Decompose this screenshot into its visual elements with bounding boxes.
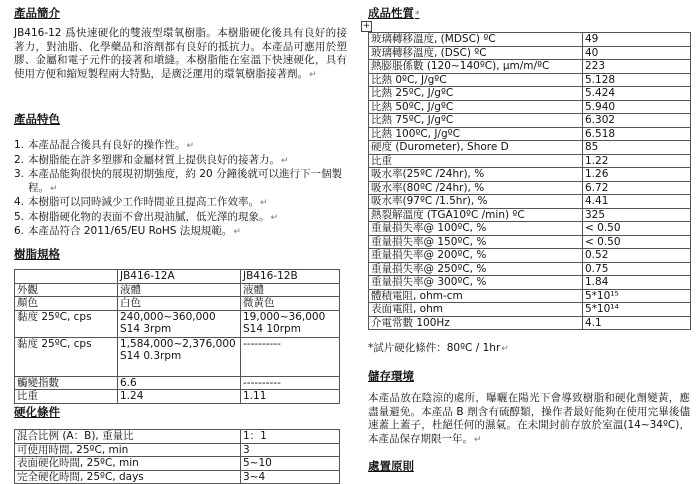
- property-name: 比重: [369, 154, 583, 168]
- table-row: 完全硬化時間, 25ºC, days 3~4: [15, 470, 340, 484]
- table-row: [369, 303, 691, 317]
- property-value: 5*10¹⁴: [583, 303, 691, 317]
- props-note: *試片硬化條件：80ºC / 1hr↵: [368, 342, 509, 354]
- table-row: 表面硬化時間, 25ºC, min 5~10: [15, 457, 340, 471]
- table-row: [369, 100, 691, 114]
- table-row: 黏度 25ºC, cps 240,000~360,000 S14 3rpm 19,000~36,000 S14 10rpm: [15, 310, 340, 337]
- cure-table: [14, 429, 340, 484]
- handling-heading: 處置原則: [368, 459, 414, 473]
- property-value: 0.52: [583, 249, 691, 263]
- table-move-handle-icon[interactable]: +: [362, 21, 371, 31]
- features-heading: 產品特色: [14, 112, 60, 126]
- feature-item: 1. 本產品混合後具有良好的操作性。↵: [14, 139, 195, 151]
- property-name: 比熱 100ºC, J/gºC: [369, 127, 583, 141]
- intro-text: JB416-12 爲快速硬化的雙液型環氧樹脂。本樹脂硬化後具有良好的接著力，對油脂、化學藥品和溶劑都有良好的抵抗力。本產品可應用於塑膠、金屬和電子元件的接著和塡縫。本樹脂能在室溫下快速硬化，具有使用方便和縮短製程兩大特點，是廣泛運用的環氧樹脂接著劑。: [14, 27, 347, 80]
- property-name: 吸水率(25ºC /24hr), %: [369, 168, 583, 182]
- property-value: 5.128: [583, 73, 691, 87]
- table-row: [369, 46, 691, 60]
- storage-paragraph: 本產品放在陰涼的處所，曝曬在陽光下會導致樹脂和硬化劑變黃，應盡量避免。本產品 B 劑含有硫醇類，操作者最好能夠在使用完畢後儘速蓋上蓋子，杜絕任何的濕氣。在未開封前存放於室溫(14~34ºC)，本產品保存期限一年。↵: [368, 392, 690, 445]
- table-row: [369, 73, 691, 87]
- property-name: 玻璃轉移溫度, (MDSC) ºC: [369, 33, 583, 47]
- property-value: 49: [583, 33, 691, 47]
- table-row: 黏度 25ºC, cps 1,584,000~2,376,000 S14 0.3rpm ----------: [15, 337, 340, 376]
- table-row: JB416-12A JB416-12B: [15, 270, 340, 284]
- property-name: 比熱 75ºC, J/gºC: [369, 114, 583, 128]
- property-name: 吸水率(97ºC /1.5hr), %: [369, 195, 583, 209]
- property-value: < 0.50: [583, 235, 691, 249]
- property-value: 1.22: [583, 154, 691, 168]
- cure-heading: 硬化條件: [14, 405, 60, 419]
- paragraph-mark-icon: ↵: [309, 69, 317, 80]
- table-row: [369, 154, 691, 168]
- table-row: [369, 33, 691, 47]
- table-row: [369, 195, 691, 209]
- property-name: 重量損失率@ 200ºC, %: [369, 249, 583, 263]
- property-name: 熱裂解溫度 (TGA10ºC /min) ºC: [369, 208, 583, 222]
- property-value: 4.41: [583, 195, 691, 209]
- intro-paragraph: [14, 27, 347, 82]
- table-row: [369, 127, 691, 141]
- table-row: [369, 276, 691, 290]
- property-value: 1.84: [583, 276, 691, 290]
- property-name: 熱膨脹係數 (120~140ºC), μm/m/ºC: [369, 60, 583, 74]
- property-name: 硬度 (Durometer), Shore D: [369, 141, 583, 155]
- property-value: 1.26: [583, 168, 691, 182]
- storage-heading: 儲存環境: [368, 369, 414, 383]
- table-row: 外觀 液體 液體: [15, 283, 340, 297]
- property-name: 重量損失率@ 250ºC, %: [369, 262, 583, 276]
- property-value: 85: [583, 141, 691, 155]
- property-name: 重量損失率@ 300ºC, %: [369, 276, 583, 290]
- intro-heading: 產品簡介: [14, 6, 60, 20]
- property-value: 6.72: [583, 181, 691, 195]
- property-name: 表面電阻, ohm: [369, 303, 583, 317]
- spec-table: [14, 269, 340, 404]
- spec-heading: 樹脂規格: [14, 247, 60, 261]
- props-heading: 成品性質*: [368, 6, 420, 20]
- property-name: 介電常數 100Hz: [369, 316, 583, 330]
- table-row: 觸變指數 6.6 ----------: [15, 376, 340, 390]
- property-value: 5.424: [583, 87, 691, 101]
- table-row: [369, 141, 691, 155]
- property-value: 0.75: [583, 262, 691, 276]
- table-row: [369, 289, 691, 303]
- table-row: [369, 114, 691, 128]
- property-value: 5*10¹⁵: [583, 289, 691, 303]
- table-row: 比重 1.24 1.11: [15, 390, 340, 404]
- property-value: < 0.50: [583, 222, 691, 236]
- property-value: 5.940: [583, 100, 691, 114]
- table-row: [369, 249, 691, 263]
- table-row: 顏色 白色 微黃色: [15, 297, 340, 311]
- property-name: 比熱 25ºC, J/gºC: [369, 87, 583, 101]
- table-row: 可使用時間, 25ºC, min 3: [15, 443, 340, 457]
- property-name: 重量損失率@ 100ºC, %: [369, 222, 583, 236]
- feature-item: 5. 本樹脂硬化物的表面不會出現油膩，低光澤的現象。↵: [14, 210, 279, 223]
- property-name: 重量損失率@ 150ºC, %: [369, 235, 583, 249]
- property-value: 40: [583, 46, 691, 60]
- property-value: 223: [583, 60, 691, 74]
- table-row: [369, 60, 691, 74]
- property-name: 比熱 0ºC, J/gºC: [369, 73, 583, 87]
- props-table: [368, 32, 691, 330]
- feature-item: 2. 本樹脂能在許多塑膠和金屬材質上提供良好的接著力。↵: [14, 153, 289, 166]
- table-row: [369, 168, 691, 182]
- features-list: [14, 139, 347, 240]
- property-value: 4.1: [583, 316, 691, 330]
- table-row: [369, 235, 691, 249]
- feature-item: 4. 本樹脂可以同時減少工作時間並且提高工作效率。↵: [14, 196, 268, 208]
- property-name: 玻璃轉移溫度, (DSC) ºC: [369, 46, 583, 60]
- table-row: [369, 262, 691, 276]
- property-name: 吸水率(80ºC /24hr), %: [369, 181, 583, 195]
- property-name: 比熱 50ºC, J/gºC: [369, 100, 583, 114]
- property-value: 6.518: [583, 127, 691, 141]
- table-row: 混合比例 (A：B), 重量比 1：1: [15, 430, 340, 444]
- feature-item: 3. 本產品能夠很快的展現初期強度，約 20 分鐘後就可以進行下一個製程。↵: [14, 168, 343, 194]
- property-value: 325: [583, 208, 691, 222]
- property-value: 6.302: [583, 114, 691, 128]
- table-row: [369, 208, 691, 222]
- table-row: [369, 87, 691, 101]
- property-name: 體積電阻, ohm-cm: [369, 289, 583, 303]
- table-row: [369, 316, 691, 330]
- feature-item: 6. 本產品符合 2011/65/EU RoHS 法規規範。↵: [14, 225, 241, 237]
- table-row: [369, 181, 691, 195]
- table-row: [369, 222, 691, 236]
